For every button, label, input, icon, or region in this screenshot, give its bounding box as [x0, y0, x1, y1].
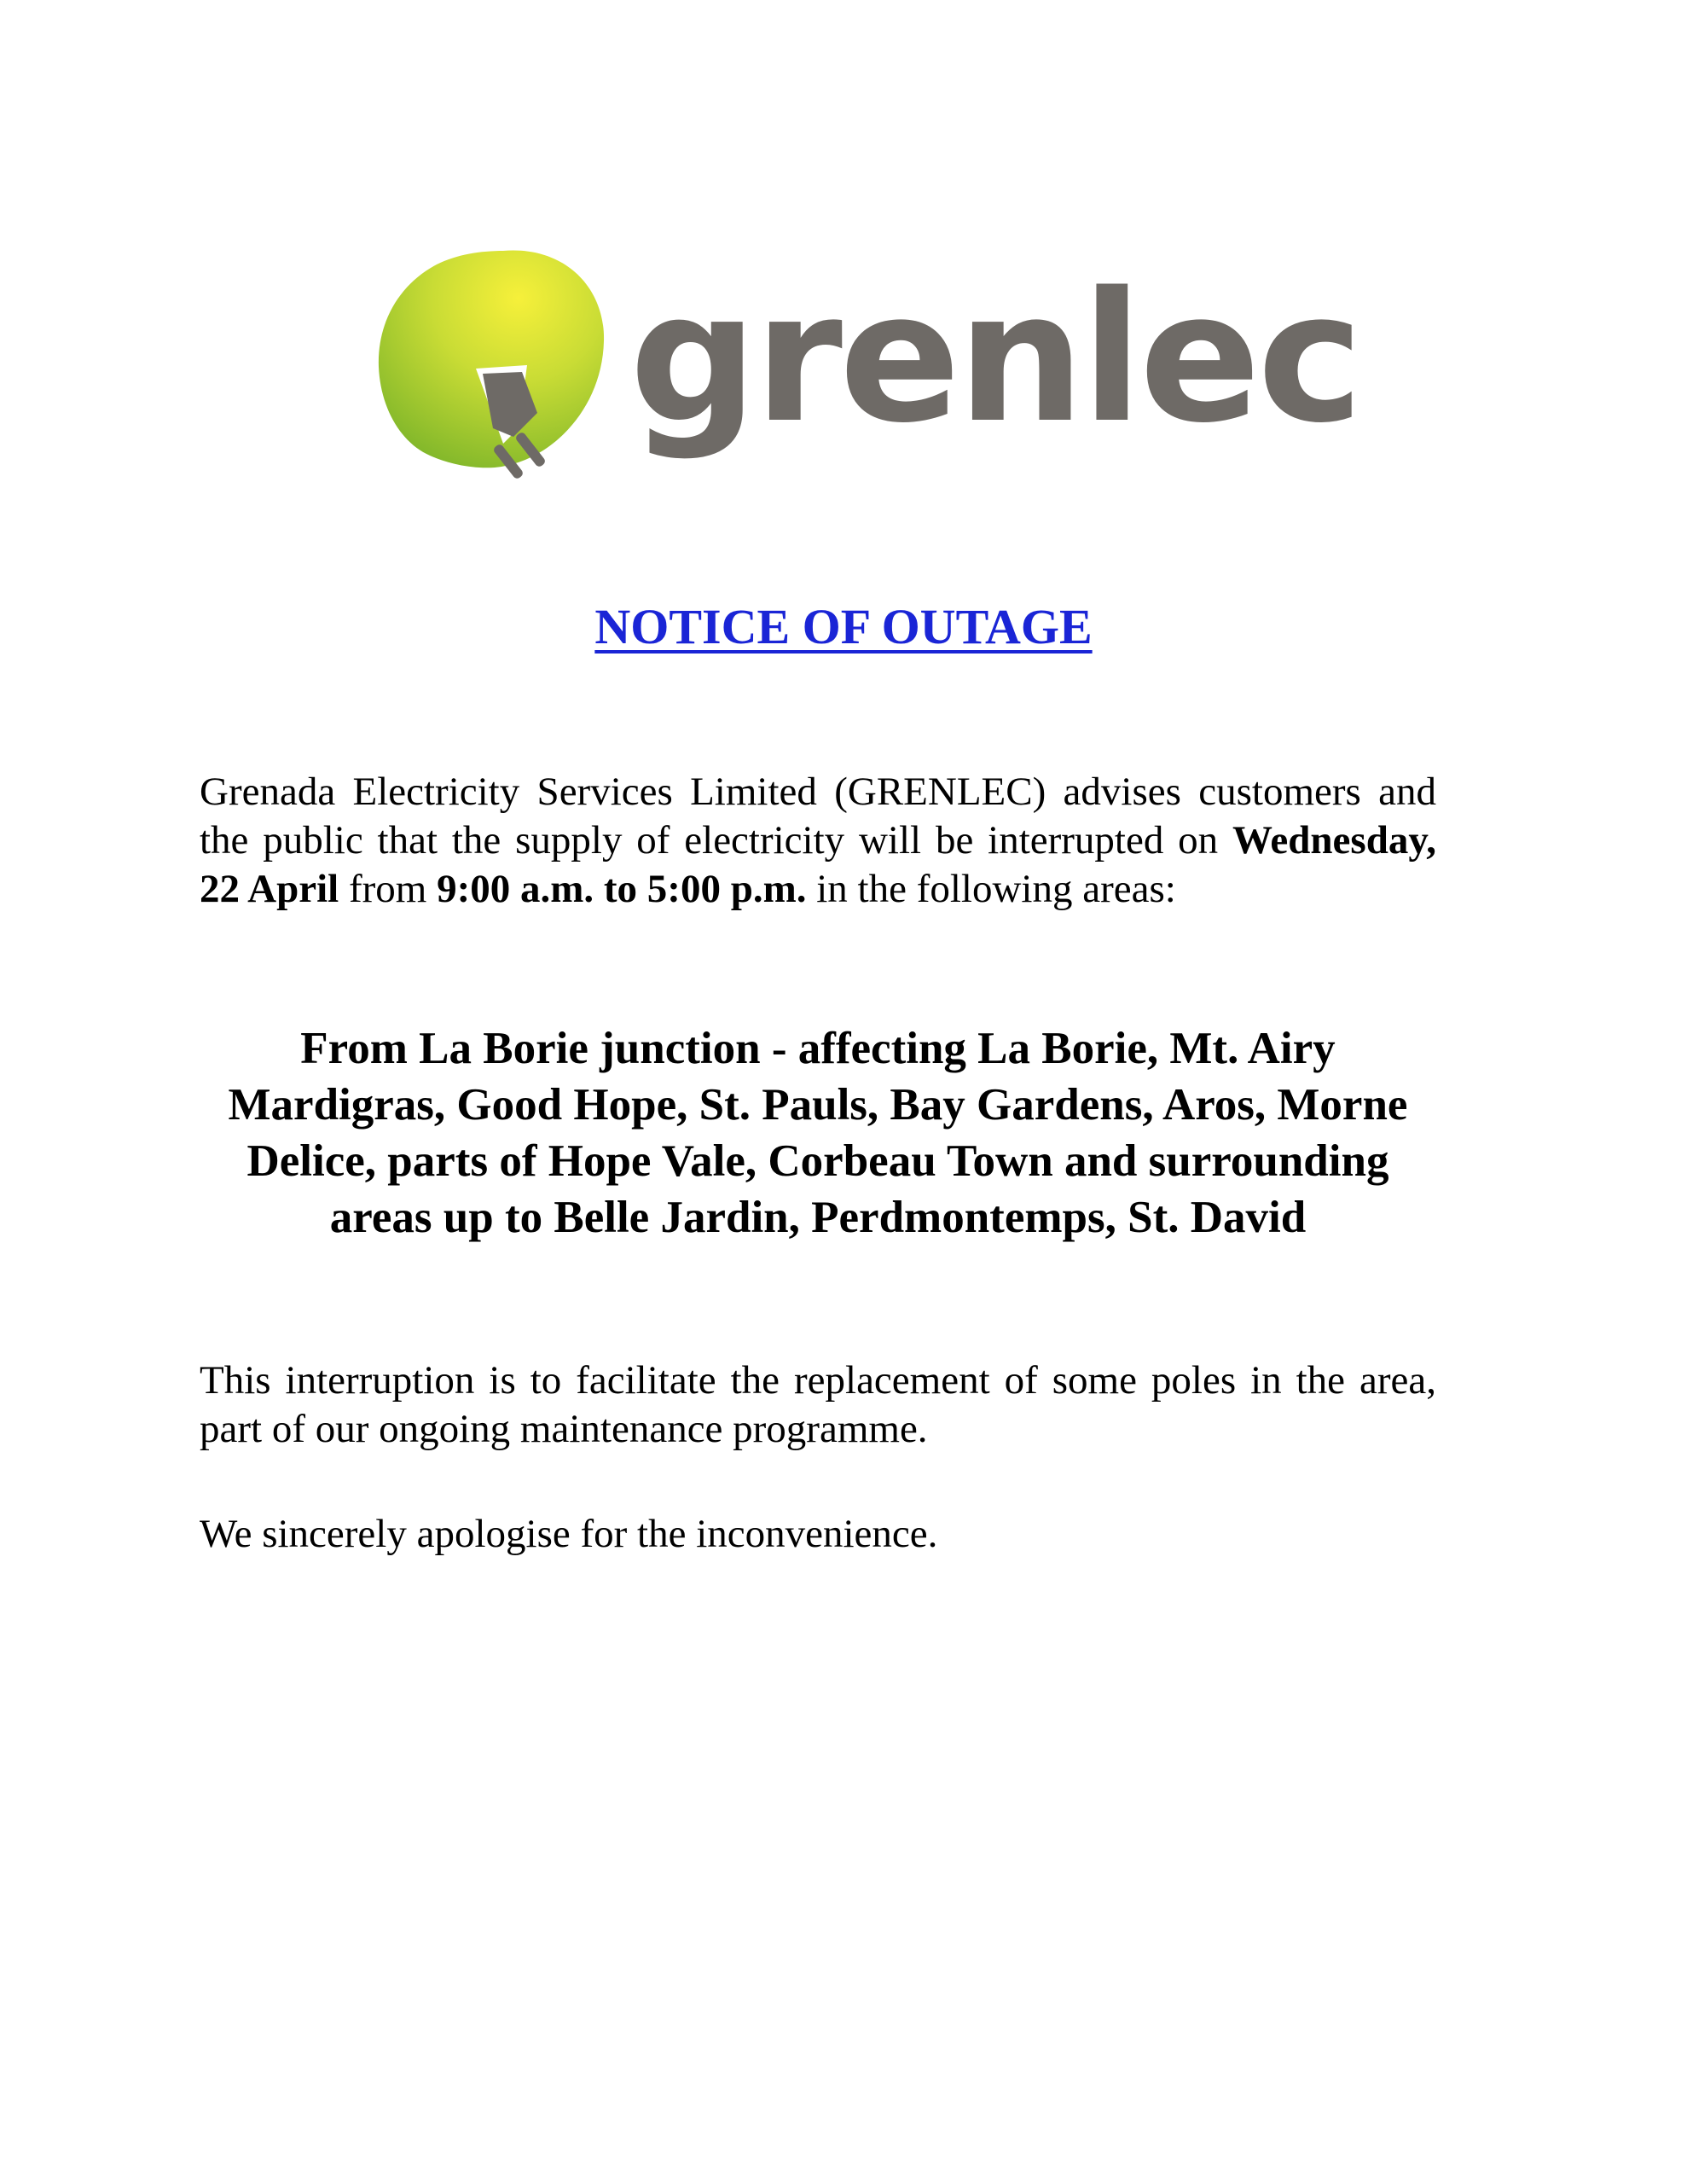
reason-paragraph: This interruption is to facilitate the replacement of some poles in the area, part of our ongoing maintenance programme.: [200, 1358, 1436, 1451]
notice-title-text: NOTICE OF OUTAGE: [594, 599, 1093, 654]
apology-paragraph: We sincerely apologise for the inconvenience.: [200, 1512, 938, 1556]
affected-areas: From La Borie junction - affecting La Borie, Mt. Airy Mardigras, Good Hope, St. Pauls, Bay Gardens, Aros, Morne Delice, parts of Hope Vale, Corbeau Town and surrounding areas up to Belle Jardin, Perdmontemps, St. David: [228, 1024, 1408, 1242]
outage-time-range: 9:00 a.m. to 5:00 p.m.: [437, 867, 807, 911]
intro-text-2: from: [339, 867, 438, 911]
intro-text-3: in the following areas:: [806, 867, 1176, 911]
logo-wordmark: grenlec: [629, 253, 1360, 462]
notice-title: [0, 597, 1687, 657]
intro-text-1: Grenada Electricity Services Limited (GRENLEC) advises customers and the public that the supply of electricity will be interrupted on: [200, 770, 1436, 863]
outage-date: Wednesday, 22 April: [200, 818, 1436, 911]
intro-paragraph: [200, 768, 1436, 914]
grenlec-logo: [375, 239, 1360, 512]
